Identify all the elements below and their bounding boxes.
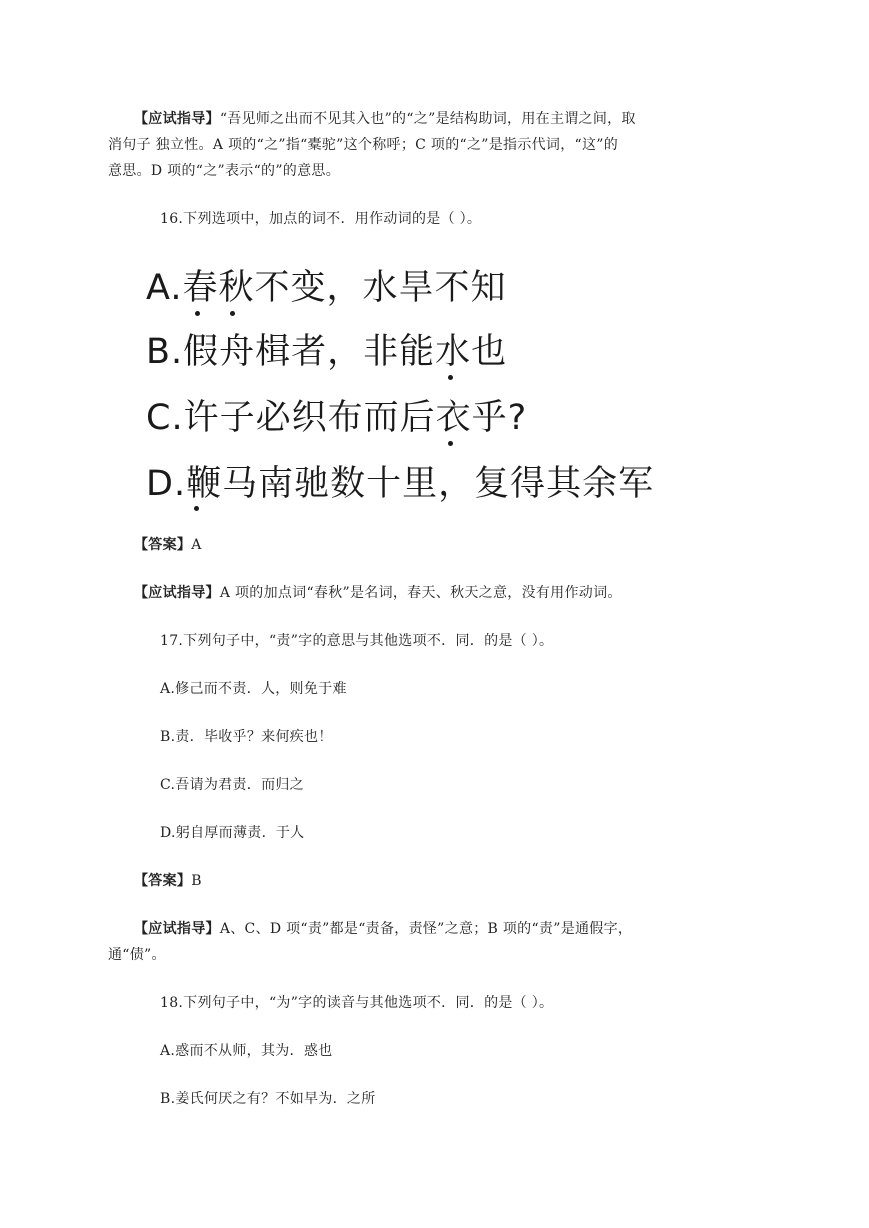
q17-option-d: D.躬自厚而薄责．于人 [160, 825, 305, 841]
option-b-image: B.假舟楫者，非能水也 [146, 332, 508, 372]
q17-option-a: A.修己而不责．人，则免于难 [160, 681, 347, 697]
question-17: 17.下列句子中，“责”字的意思与其他选项不．同．的是（ ）。 [160, 633, 554, 649]
q17-option-c: C.吾请为君责．而归之 [160, 777, 304, 793]
guide-text: A 项的加点词“春秋”是名词，春天、秋天之意，没有用作动词。 [219, 585, 622, 601]
question-18: 18.下列句子中，“为”字的读音与其他选项不．同．的是（ ）。 [160, 995, 554, 1011]
guide-17 [134, 916, 739, 942]
guide-17-line-2: 通“债”。 [108, 947, 166, 963]
guide-16 [134, 580, 739, 606]
guide-tag: 【应试指导】 [134, 921, 220, 937]
emphasis-dot [195, 311, 200, 316]
guide-tag: 【应试指导】 [134, 585, 220, 601]
answer-16 [134, 532, 739, 558]
guide-text-line1: “吾见师之出而不见其入也”的“之”是结构助词，用在主谓之间，取 [219, 111, 636, 127]
q17-option-b: B.责．毕收乎？来何疾也！ [160, 729, 333, 745]
q18-option-b: B.姜氏何厌之有？不如早为．之所 [160, 1091, 376, 1107]
guide-line-3: 意思。D 项的“之”表示“的”的意思。 [108, 163, 341, 179]
answer-tag: 【答案】 [134, 873, 192, 889]
emphasis-dot [448, 375, 453, 380]
guide-paragraph-1 [134, 106, 739, 132]
option-a-image: A.春秋不变，水旱不知 [146, 268, 507, 308]
guide-tag: 【应试指导】 [134, 111, 220, 127]
question-16-options-image [146, 262, 666, 514]
answer-tag: 【答案】 [134, 537, 192, 553]
question-16: 16.下列选项中，加点的词不．用作动词的是（ ）。 [160, 211, 482, 227]
q18-option-a: A.惑而不从师，其为．惑也 [160, 1043, 333, 1059]
guide-line-2: 消句子 独立性。A 项的“之”指“橐驼”这个称呼；C 项的“之”是指示代词，“这”的 [108, 137, 619, 153]
option-d-image: D.鞭马南驰数十里，复得其余军 [146, 464, 655, 504]
answer-value: A [191, 537, 202, 553]
answer-17 [134, 868, 739, 894]
emphasis-dot [194, 506, 199, 511]
answer-value: B [191, 873, 202, 889]
emphasis-dot [230, 311, 235, 316]
guide-text-line1: A、C、D 项“责”都是“责备，责怪”之意；B 项的“责”是通假字， [219, 921, 633, 937]
emphasis-dot [448, 441, 453, 446]
option-c-image: C.许子必织布而后衣乎? [146, 398, 528, 438]
